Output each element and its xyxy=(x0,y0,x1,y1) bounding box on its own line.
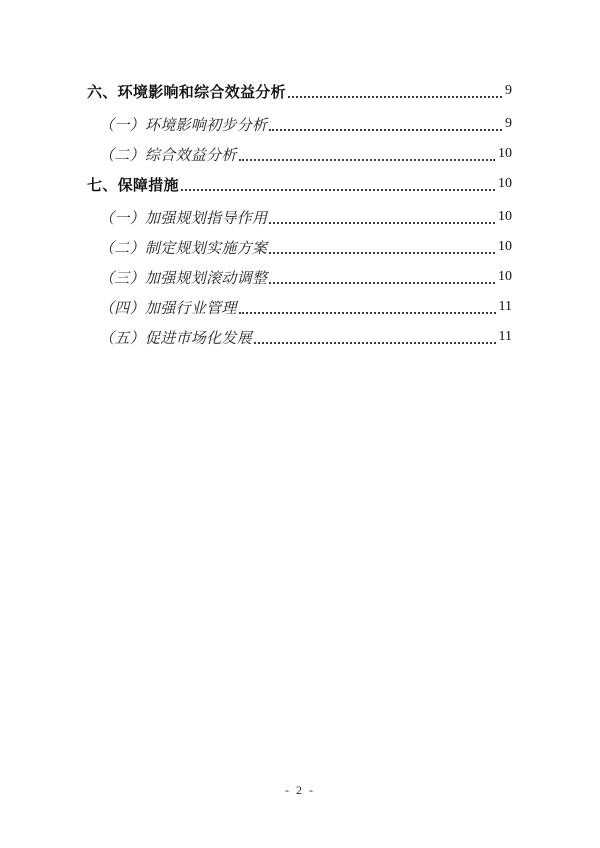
dot-leader xyxy=(269,282,495,284)
toc-entry-page-number: 9 xyxy=(505,116,512,131)
toc-entry-page-number: 11 xyxy=(498,329,512,344)
toc-entry-page-number: 10 xyxy=(498,269,512,284)
toc-entry[interactable] xyxy=(87,109,512,139)
toc-entry[interactable] xyxy=(87,262,512,292)
toc-entry-label: （二）综合效益分析 xyxy=(99,147,237,164)
toc-entry-page-number: 10 xyxy=(498,146,512,161)
toc-entry-label: （五）促进市场化发展 xyxy=(99,330,253,347)
page-number-label: - 2 - xyxy=(285,783,315,797)
toc-entry[interactable] xyxy=(87,232,512,262)
dot-leader xyxy=(269,252,495,254)
toc-entry-page-number: 10 xyxy=(498,209,512,224)
toc-entry[interactable] xyxy=(87,322,512,352)
toc-entry-label: （一）环境影响初步分析 xyxy=(99,117,268,134)
toc-entry-label: （二）制定规划实施方案 xyxy=(99,240,268,257)
dot-leader xyxy=(181,189,495,191)
dot-leader xyxy=(239,312,496,314)
dot-leader xyxy=(269,222,495,224)
toc-entry[interactable] xyxy=(87,202,512,232)
toc-entry-label: （三）加强规划滚动调整 xyxy=(99,270,268,287)
dot-leader xyxy=(269,129,502,131)
toc-entry-label: （一）加强规划指导作用 xyxy=(99,210,268,227)
toc-entry[interactable] xyxy=(87,139,512,169)
page-footer xyxy=(0,781,600,799)
toc-entry-page-number: 10 xyxy=(498,239,512,254)
toc-entry-page-number: 10 xyxy=(498,176,512,191)
dot-leader xyxy=(254,342,496,344)
dot-leader xyxy=(239,159,495,161)
toc-entry-label: 七、保障措施 xyxy=(87,176,179,194)
dot-leader xyxy=(288,96,502,98)
toc-entry-page-number: 11 xyxy=(498,299,512,314)
toc-entry-label: 六、环境影响和综合效益分析 xyxy=(87,83,286,101)
toc-entry[interactable] xyxy=(87,292,512,322)
table-of-contents xyxy=(87,76,512,352)
toc-entry[interactable] xyxy=(87,76,512,106)
toc-entry-page-number: 9 xyxy=(505,83,512,98)
toc-entry[interactable] xyxy=(87,169,512,199)
toc-entry-label: （四）加强行业管理 xyxy=(99,300,237,317)
